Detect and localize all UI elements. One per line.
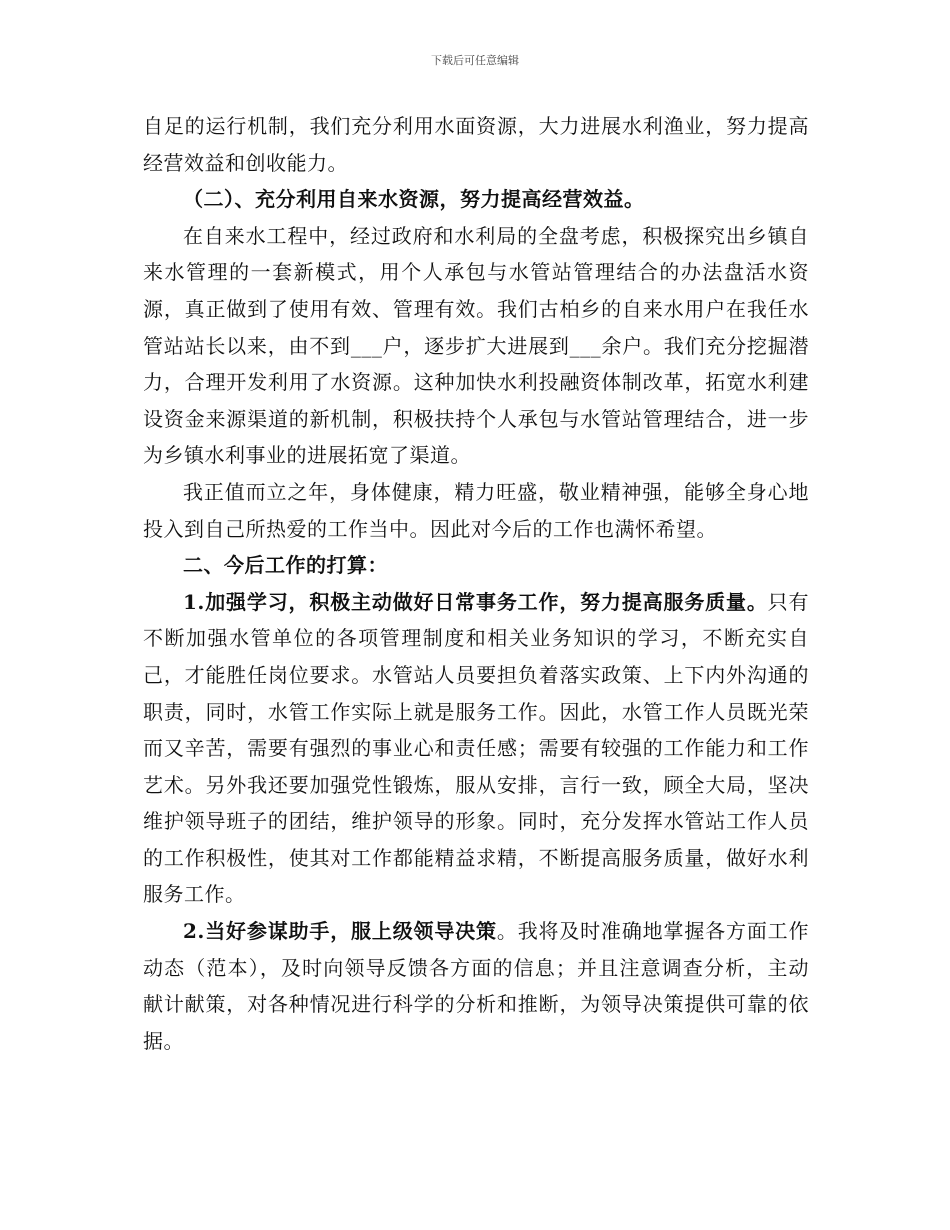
plan-2-lead: 2.当好参谋助手，服上级领导决策 <box>183 919 497 944</box>
page-header: 下载后可任意编辑 <box>431 54 519 67</box>
paragraph-personal-state: 我正值而立之年，身体健康，精力旺盛，敬业精神强，能够全身心地投入到自己所热爱的工作当中。因此对今后的工作也满怀希望。 <box>143 479 809 541</box>
section-heading-future-plans: 二、今后工作的打算： <box>183 553 388 578</box>
paragraph-plan-2 <box>143 913 809 1059</box>
plan-1-text: 只有不断加强水管单位的各项管理制度和相关业务知识的学习，不断充实自己，才能胜任岗位要求。水管站人员要担负着落实政策、上下内外沟通的职责，同时，水管工作实际上就是服务工作。因此，水管工作人员既光荣而又辛苦，需要有强烈的事业心和责任感；需要有较强的工作能力和工作艺术。另外我还要加强党性锻炼，服从安排，言行一致，顾全大局，坚决维护领导班子的团结，维护领导的形象。同时，充分发挥水管站工作人员的工作积极性，使其对工作都能精益求精，不断提高服务质量，做好水利服务工作。 <box>143 589 809 907</box>
section-heading-water-supply: （二）、充分利用自来水资源，努力提高经营效益。 <box>183 187 645 212</box>
paragraph-plan-1 <box>143 584 809 913</box>
paragraph-water-project: 在自来水工程中，经过政府和水利局的全盘考虑，积极探究出乡镇自来水管理的一套新模式，用个人承包与水管站管理结合的办法盘活水资源，真正做到了使用有效、管理有效。我们古柏乡的自来水用户在我任水管站站长以来，由不到___户，逐步扩大进展到___余户。我们充分挖掘潜力，合理开发利用了水资源。这种加快水利投融资体制改革，拓宽水利建设资金来源渠道的新机制，积极扶持个人承包与水管站管理结合，进一步为乡镇水利事业的进展拓宽了渠道。 <box>143 223 809 468</box>
plan-1-lead: 1.加强学习，积极主动做好日常事务工作，努力提高服务质量。 <box>183 589 768 614</box>
document-body <box>143 108 809 1059</box>
plan-2-text: 。我将及时准确地掌握各方面工作动态（范本），及时向领导反馈各方面的信息；并且注意调查分析，主动献计献策，对各种情况进行科学的分析和推断，为领导决策提供可靠的依据。 <box>143 919 809 1053</box>
paragraph-continuation: 自足的运行机制，我们充分利用水面资源，大力进展水利渔业，努力提高经营效益和创收能力。 <box>143 114 809 175</box>
